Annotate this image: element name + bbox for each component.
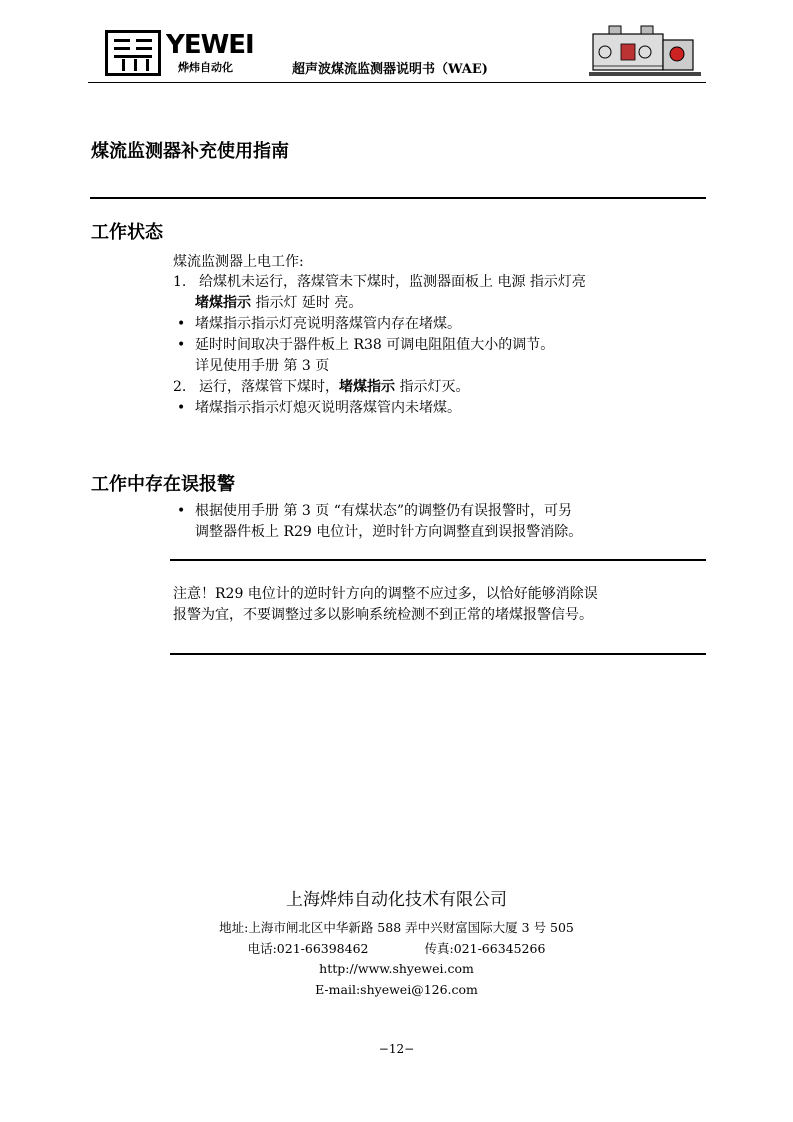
- brand-name: YEWEI: [166, 30, 254, 60]
- item2-text: 运行，落煤管下煤时，: [199, 379, 339, 395]
- bullet-icon: •: [177, 400, 186, 416]
- brand-subtitle: 烨炜自动化: [178, 61, 233, 74]
- note-line2: 报警为宜，不要调整过多以影响系统检测不到正常的堵煤报警信号。: [173, 607, 593, 623]
- phone-number: 电话:021-66398462: [247, 941, 369, 956]
- item2-bold-label: 堵煤指示: [339, 379, 395, 395]
- fax-number: 传真:021-66345266: [424, 941, 546, 956]
- item1-line2: [195, 293, 362, 313]
- company-address: 地址:上海市闸北区中华新路 588 弄中兴财富国际大厦 3 号 505: [219, 920, 574, 935]
- document-title: 超声波煤流监测器说明书（WAE): [292, 62, 488, 77]
- section2-bullet1-cont: 调整器件板上 R29 电位计，逆时针方向调整直到误报警消除。: [195, 524, 583, 540]
- item2-number: 2.: [173, 379, 187, 395]
- section-heading-working-status: 工作状态: [91, 222, 163, 243]
- coal-feeder-machine-icon: [585, 22, 705, 78]
- item1-text: 给煤机未运行，落煤管未下煤时，监测器面板上 电源 指示灯亮: [199, 274, 586, 290]
- section2-bullet1: 根据使用手册 第 3 页 “有煤状态”的调整仍有误报警时，可另: [195, 503, 573, 519]
- website-url: http://www.shyewei.com: [319, 961, 474, 976]
- bullet-icon: •: [177, 503, 186, 519]
- title-divider: [90, 197, 706, 199]
- company-name: 上海烨炜自动化技术有限公司: [286, 890, 507, 910]
- section-heading-false-alarm: 工作中存在误报警: [91, 474, 235, 495]
- contact-phone-fax: [0, 939, 793, 957]
- bullet-icon: •: [177, 337, 186, 353]
- note-top-divider: [170, 559, 706, 561]
- bullet-icon: •: [177, 316, 186, 332]
- section1-bullet1: 堵煤指示指示灯亮说明落煤管内存在堵煤。: [195, 316, 461, 332]
- section1-bullet3: 堵煤指示指示灯熄灭说明落煤管内未堵煤。: [195, 400, 461, 416]
- note-bottom-divider: [170, 653, 706, 655]
- item2-line: [199, 377, 469, 397]
- page-title: 煤流监测器补充使用指南: [91, 141, 289, 162]
- item1-bold-label: 堵煤指示: [195, 295, 251, 311]
- section1-intro: 煤流监测器上电工作:: [173, 254, 304, 270]
- item2-rest: 指示灯灭。: [395, 379, 470, 395]
- item1-rest: 指示灯 延时 亮。: [251, 295, 363, 311]
- header-divider: [88, 82, 706, 83]
- company-logo-mark: [105, 30, 161, 76]
- item1-number: 1.: [173, 274, 187, 290]
- email-address: E-mail:shyewei@126.com: [315, 982, 478, 997]
- section1-bullet2: 延时时间取决于器件板上 R38 可调电阻阻值大小的调节。: [195, 337, 555, 353]
- section1-bullet2-cont: 详见使用手册 第 3 页: [195, 358, 330, 374]
- note-line1: 注意！R29 电位计的逆时针方向的调整不应过多，以恰好能够消除误: [173, 586, 598, 602]
- page-number: −12−: [378, 1042, 415, 1056]
